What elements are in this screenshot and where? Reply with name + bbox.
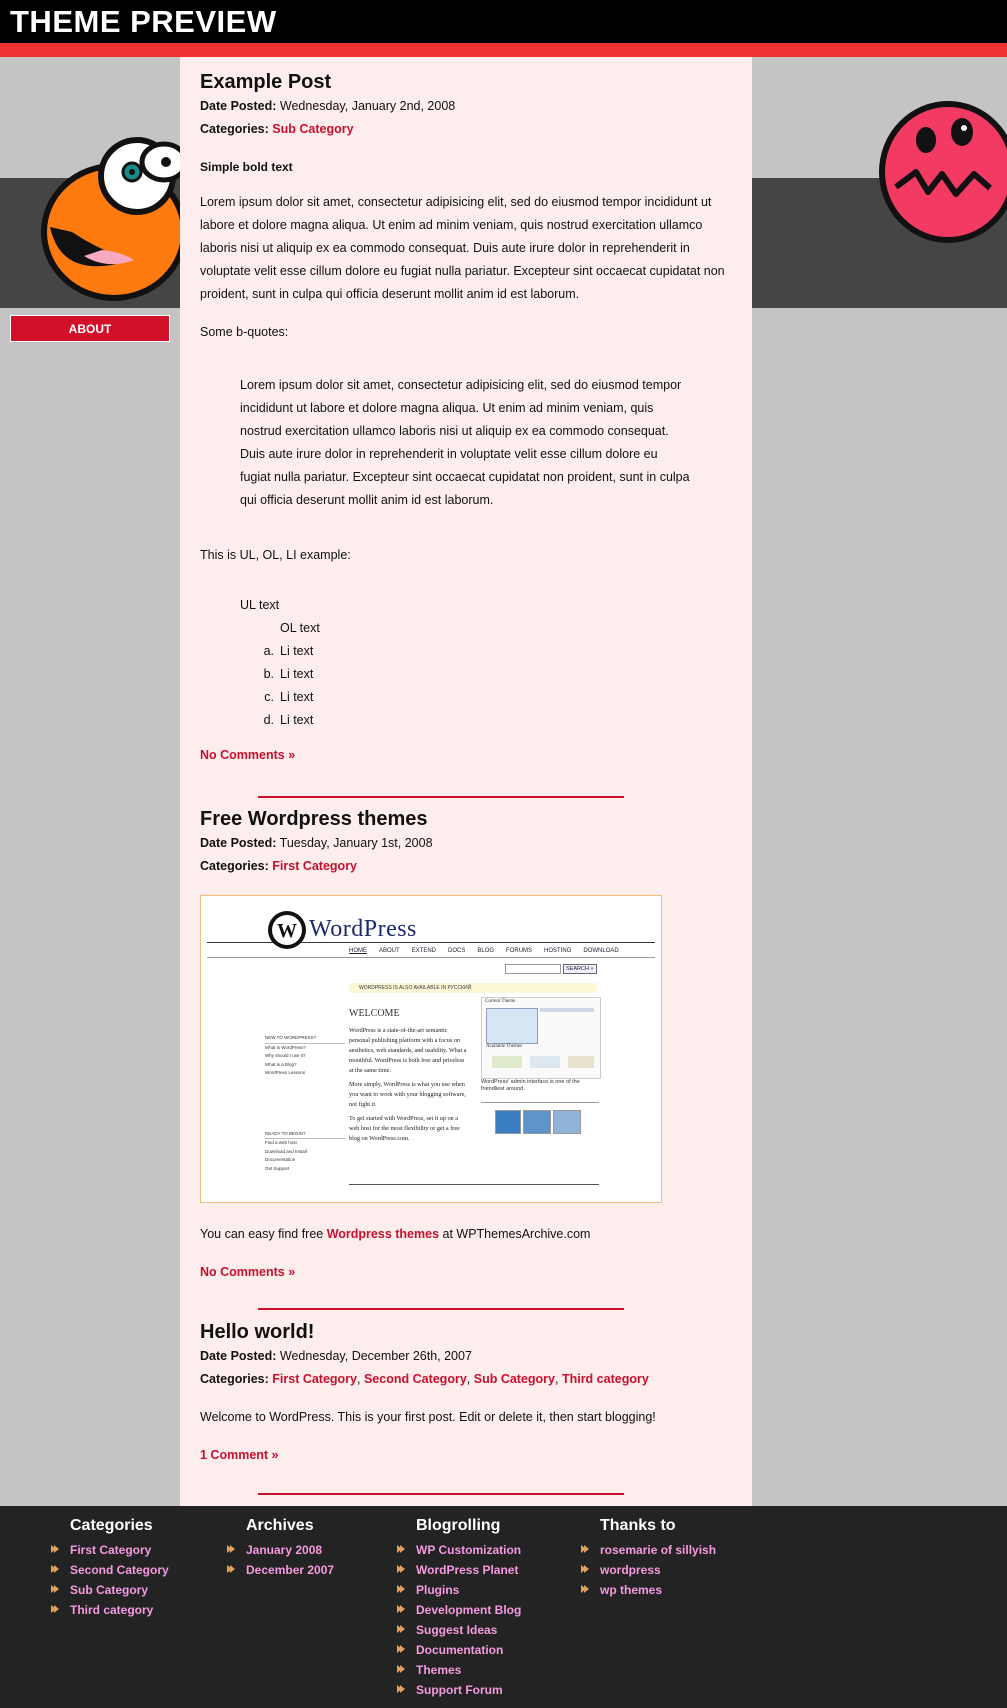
wp-intro <box>349 1026 469 1144</box>
arrow-bullet-icon <box>396 1664 406 1674</box>
arrow-bullet-icon <box>50 1604 60 1614</box>
wp-nav-item[interactable]: BLOG <box>477 948 495 954</box>
orange-monster-mascot <box>32 132 192 302</box>
comments-link[interactable]: No Comments » <box>200 748 296 762</box>
categories-label: Categories: <box>200 859 269 873</box>
arrow-bullet-icon <box>50 1544 60 1554</box>
footer-column-title: Archives <box>246 1517 314 1534</box>
post-date <box>200 95 730 118</box>
category-link[interactable]: Sub Category <box>473 1372 555 1386</box>
footer-link[interactable]: wordpress <box>600 1563 661 1577</box>
wp-sidebar-link[interactable]: Get Support <box>265 1165 290 1171</box>
list-item <box>200 686 730 709</box>
post-hello-world <box>200 1319 730 1467</box>
arrow-bullet-icon <box>580 1544 590 1554</box>
footer-list-item <box>226 1540 334 1560</box>
footer-column-title: Categories <box>70 1517 153 1534</box>
post-title[interactable]: Free Wordpress themes <box>200 808 428 830</box>
post-body <box>200 1223 730 1246</box>
footer-link[interactable]: Third category <box>70 1603 154 1617</box>
post-categories <box>200 855 730 878</box>
footer-list-item <box>50 1580 169 1600</box>
list-marker: c. <box>264 690 274 704</box>
site-header <box>0 0 1007 43</box>
footer-link[interactable]: Suggest Ideas <box>416 1623 498 1637</box>
post-body: Lorem ipsum dolor sit amet, consectetur adipisicing elit, sed do eiusmod tempor incididunt ut labore et dolore magna aliqua. Ut enim ad minim veniam, quis nostrud exercitation ullamco laboris nisi ut aliquip ex ea commodo consequat. Duis aute irure dolor in reprehenderit in voluptate velit esse cillum dolore eu fugiat nulla pariatur. Excepteur sint occaecat cupidatat non proident, sunt in culpa qui officia deserunt mollit anim id est laborum. <box>200 195 725 301</box>
footer-list-item <box>396 1560 521 1580</box>
comments-link[interactable]: No Comments » <box>200 1265 296 1279</box>
footer-list-item <box>396 1680 521 1700</box>
wp-sidebar-link[interactable]: Download and Install <box>265 1148 307 1154</box>
wp-theme-thumb <box>568 1056 594 1068</box>
arrow-bullet-icon <box>226 1564 236 1574</box>
list-item <box>200 663 730 686</box>
wp-nav-item[interactable]: ABOUT <box>379 948 400 954</box>
footer-link[interactable]: Themes <box>416 1663 462 1677</box>
wp-intro-p3: To get started with WordPress, set it up on a web host for the most flexibility or get a free blog on WordPress.com. <box>349 1115 460 1142</box>
list-item-text: Li text <box>280 644 314 658</box>
wordpress-logo-icon <box>267 910 307 950</box>
wp-admin-preview <box>481 997 601 1079</box>
footer-list-item <box>580 1560 716 1580</box>
footer-link[interactable]: Documentation <box>416 1643 504 1657</box>
footer-link[interactable]: WP Customization <box>416 1543 522 1557</box>
wp-notice: WORDPRESS IS ALSO AVAILABLE IN РУССКИЙ. <box>349 983 597 993</box>
footer-list-item <box>396 1660 521 1680</box>
footer-list-item <box>396 1600 521 1620</box>
footer-link[interactable]: Sub Category <box>70 1583 149 1597</box>
svg-text:W: W <box>277 920 297 942</box>
footer-link[interactable]: wp themes <box>600 1583 663 1597</box>
wp-bottom-rule <box>349 1184 599 1185</box>
footer-link[interactable]: Second Category <box>70 1563 169 1577</box>
wp-available-themes: Available Themes <box>486 1044 523 1049</box>
wp-caption: WordPress' admin interface is one of the friendliest around. <box>481 1079 580 1092</box>
wp-nav-rule <box>207 957 655 958</box>
wp-feature-thumb[interactable] <box>523 1110 551 1134</box>
wp-sidebar-link[interactable]: What is WordPress? <box>265 1044 306 1050</box>
ol-text: OL text <box>280 621 320 635</box>
ul-text: UL text <box>240 598 280 612</box>
pink-monster-mascot <box>876 92 1007 252</box>
body-text: You can easy find free <box>200 1227 327 1241</box>
nav-about-button[interactable]: ABOUT <box>10 315 170 342</box>
wp-logo-text: WordPress <box>309 916 417 942</box>
post-title[interactable]: Example Post <box>200 71 332 93</box>
footer-list-item <box>580 1580 716 1600</box>
wp-theme-thumb <box>486 1008 538 1044</box>
wp-theme-thumb <box>492 1056 522 1068</box>
bold-text: Simple bold text <box>200 160 293 174</box>
footer-list-item <box>396 1640 521 1660</box>
date-label: Date Posted: <box>200 836 277 850</box>
footer-column-archives <box>226 1516 334 1580</box>
wp-search-input[interactable] <box>505 964 561 974</box>
footer-link[interactable]: January 2008 <box>246 1543 323 1557</box>
wp-nav-item[interactable]: DOCS <box>448 948 466 954</box>
wp-theme-bar <box>540 1008 594 1012</box>
list-item <box>200 709 730 732</box>
footer-link[interactable]: Support Forum <box>416 1683 503 1697</box>
post-categories <box>200 118 730 141</box>
wp-current-theme: Current Theme <box>485 999 516 1004</box>
post-free-wordpress-themes-body <box>200 1223 730 1284</box>
wp-feature-thumb[interactable] <box>553 1110 581 1134</box>
date-value: Wednesday, January 2nd, 2008 <box>279 99 456 113</box>
wp-caption-rule <box>481 1102 599 1103</box>
post-categories: Categories: First Category, Second Category, Sub Category, Third category <box>200 1372 649 1386</box>
footer-link[interactable]: First Category <box>70 1543 152 1557</box>
post-date <box>200 1345 730 1368</box>
list-marker: a. <box>263 644 274 658</box>
wp-search-button[interactable]: SEARCH » <box>563 964 597 974</box>
wp-sidebar-heading: NEW TO WORDPRESS? <box>265 1034 345 1044</box>
list-marker: b. <box>263 667 274 681</box>
footer-link[interactable]: WordPress Planet <box>416 1563 519 1577</box>
post-divider <box>258 1493 624 1495</box>
list-marker: d. <box>263 713 274 727</box>
date-value: Wednesday, December 26th, 2007 <box>279 1349 472 1363</box>
wp-theme-thumb <box>530 1056 560 1068</box>
arrow-bullet-icon <box>396 1644 406 1654</box>
arrow-bullet-icon <box>396 1584 406 1594</box>
arrow-bullet-icon <box>396 1604 406 1614</box>
arrow-bullet-icon <box>50 1564 60 1574</box>
wp-intro-p2: More simply, WordPress is what you use when you want to work with your blogging software, not fight it. <box>349 1081 466 1108</box>
body-text: at WPThemesArchive.com <box>439 1227 591 1241</box>
footer-list-item <box>50 1540 169 1560</box>
footer-list-item <box>50 1560 169 1580</box>
footer-link[interactable]: rosemarie of sillyish <box>600 1543 717 1557</box>
wp-sidebar <box>265 1034 345 1173</box>
wp-intro-p1: WordPress is a state-of-the-art semantic personal publishing platform with a focus on aesthetics, web standards, and usability. What a mouthful. WordPress is both free and priceless at the same time. <box>349 1027 467 1074</box>
post-divider <box>258 1308 624 1310</box>
category-link[interactable]: Sub Category <box>272 122 354 136</box>
footer-column-thanks <box>580 1516 716 1600</box>
date-value: Tuesday, January 1st, 2008 <box>279 836 433 850</box>
wp-nav-item[interactable]: FORUMS <box>506 948 533 954</box>
date-label: Date Posted: <box>200 1349 277 1363</box>
wp-sidebar-link[interactable]: What is a Blog? <box>265 1061 297 1067</box>
footer-list-item <box>580 1540 716 1560</box>
wp-sidebar-heading: READY TO BEGIN? <box>265 1130 345 1140</box>
footer-link[interactable]: Development Blog <box>416 1603 522 1617</box>
wp-sidebar-link[interactable]: Why should I use it? <box>265 1053 306 1058</box>
wp-welcome: WELCOME <box>349 1008 400 1019</box>
post-divider <box>258 796 624 798</box>
wp-sidebar-link[interactable]: WordPress Lessons <box>265 1070 306 1075</box>
wp-sidebar-link[interactable]: Find a web host <box>265 1140 297 1145</box>
wordpress-themes-link[interactable]: Wordpress themes <box>326 1227 440 1241</box>
arrow-bullet-icon <box>396 1564 406 1574</box>
wp-nav <box>349 948 619 954</box>
post-title[interactable]: Hello world! <box>200 1321 315 1343</box>
arrow-bullet-icon <box>396 1624 406 1634</box>
arrow-bullet-icon <box>580 1584 590 1594</box>
arrow-bullet-icon <box>396 1544 406 1554</box>
header-stripe <box>0 43 1007 57</box>
site-title[interactable]: THEME PREVIEW <box>10 4 277 39</box>
wordpress-screenshot-image[interactable] <box>200 895 662 1203</box>
category-link[interactable]: First Category <box>272 859 358 873</box>
list-item-text: Li text <box>280 690 314 704</box>
list-intro: This is UL, OL, LI example: <box>200 548 351 562</box>
post-body: Welcome to WordPress. This is your first post. Edit or delete it, then start blogging! <box>200 1410 656 1424</box>
wp-nav-item[interactable]: HOSTING <box>544 948 572 954</box>
category-link[interactable]: Third category <box>561 1372 649 1386</box>
list-item-text: Li text <box>280 667 314 681</box>
footer <box>0 1506 1007 1708</box>
list-item <box>200 640 730 663</box>
post-date <box>200 832 730 855</box>
wp-nav-item[interactable]: DOWNLOAD <box>583 948 619 954</box>
arrow-bullet-icon <box>50 1584 60 1594</box>
footer-column-blogrolling <box>396 1516 521 1700</box>
category-link[interactable]: First Category <box>272 1372 358 1386</box>
bquote-intro: Some b-quotes: <box>200 325 289 339</box>
footer-list-item <box>396 1540 521 1560</box>
list-item-text: Li text <box>280 713 314 727</box>
date-label: Date Posted: <box>200 99 277 113</box>
categories-label: Categories: <box>200 1372 269 1386</box>
arrow-bullet-icon <box>226 1544 236 1554</box>
comments-link[interactable]: 1 Comment » <box>200 1448 279 1462</box>
wp-nav-item[interactable]: HOME <box>349 948 367 954</box>
arrow-bullet-icon <box>396 1684 406 1694</box>
wp-sidebar-link[interactable]: Documentation <box>265 1157 296 1162</box>
wp-feature-thumb[interactable] <box>495 1110 521 1134</box>
list-example <box>200 594 730 732</box>
footer-column-title: Blogrolling <box>416 1517 501 1534</box>
footer-list-item <box>226 1560 334 1580</box>
post-example-post <box>200 69 730 767</box>
footer-link[interactable]: Plugins <box>416 1583 460 1597</box>
post-free-wordpress-themes <box>200 806 730 878</box>
arrow-bullet-icon <box>580 1564 590 1574</box>
blockquote: Lorem ipsum dolor sit amet, consectetur adipisicing elit, sed do eiusmod tempor incididunt ut labore et dolore magna aliqua. Ut enim ad minim veniam, quis nostrud exercitation ullamco laboris nisi ut aliquip ex ea commodo consequat. Duis aute irure dolor in reprehenderit in voluptate velit esse cillum dolore eu fugiat nulla pariatur. Excepteur sint occaecat cupidatat non proident, sunt in culpa qui officia deserunt mollit anim id est laborum. <box>240 378 690 507</box>
category-link[interactable]: Second Category <box>363 1372 467 1386</box>
footer-list-item <box>396 1580 521 1600</box>
footer-list-item <box>50 1600 169 1620</box>
footer-column-title: Thanks to <box>600 1517 676 1534</box>
categories-label: Categories: <box>200 122 269 136</box>
wp-nav-item[interactable]: EXTEND <box>411 948 437 954</box>
content-column <box>180 57 752 1506</box>
footer-link[interactable]: December 2007 <box>246 1563 335 1577</box>
footer-list-item <box>396 1620 521 1640</box>
footer-column-categories <box>50 1516 169 1620</box>
